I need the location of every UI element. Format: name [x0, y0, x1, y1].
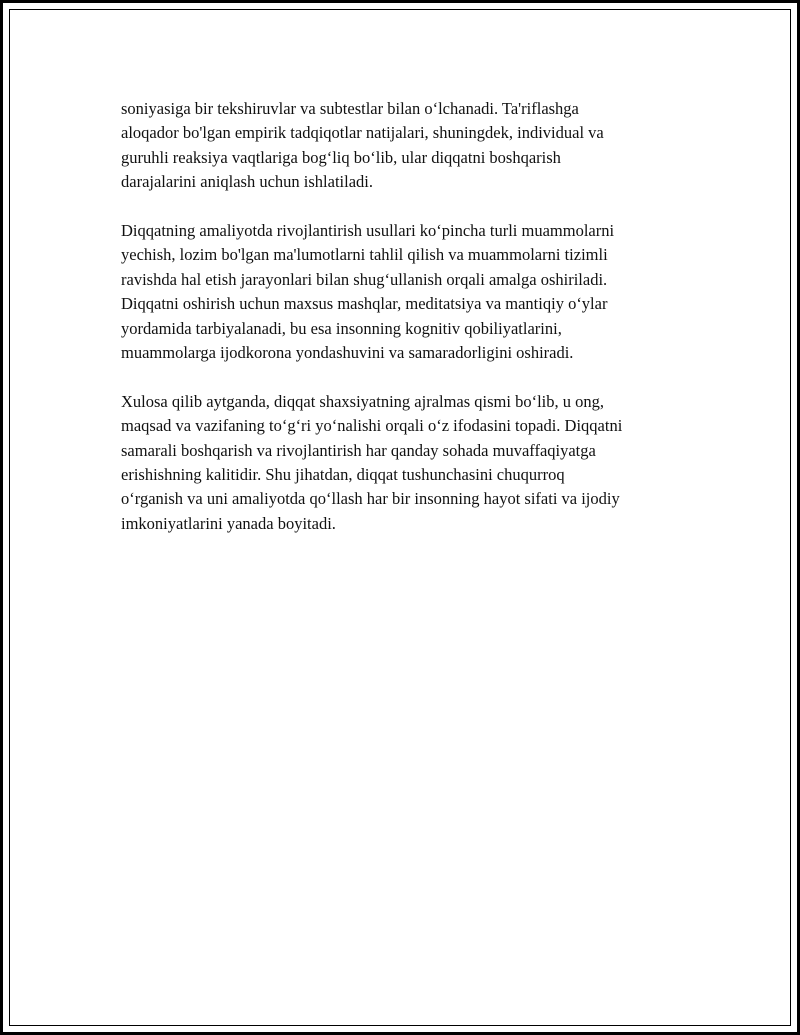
document-body — [121, 97, 691, 561]
text-line: soniyasiga bir tekshiruvlar va subtestlar bilan o‘lchanadi. Ta'riflashga — [121, 99, 579, 118]
text-line: yechish, lozim bo'lgan ma'lumotlarni tahlil qilish va muammolarni tizimli — [121, 245, 608, 265]
text-line: muammolarga ijodkorona yondashuvini va samaradorligini oshiradi. — [121, 343, 574, 363]
paragraph-3 — [121, 390, 691, 536]
paragraph-1 — [121, 97, 691, 195]
text-line: darajalarini aniqlash uchun ishlatiladi. — [121, 172, 374, 192]
text-line: Diqqatni oshirish uchun maxsus mashqlar, meditatsiya va mantiqiy o‘ylar — [121, 294, 608, 314]
text-line: erishishning kalitidir. Shu jihatdan, diqqat tushunchasini chuqurroq — [121, 465, 565, 485]
text-line: imkoniyatlarini yanada boyitadi. — [121, 513, 336, 533]
text-line: samarali boshqarish va rivojlantirish har qanday sohada muvaffaqiyatga — [121, 440, 596, 460]
paragraph-2 — [121, 219, 691, 365]
text-line: Xulosa qilib aytganda, diqqat shaxsiyatning ajralmas qismi bo‘lib, u ong, — [121, 391, 605, 411]
text-line: yordamida tarbiyalanadi, bu esa insonning kognitiv qobiliyatlarini, — [121, 318, 562, 338]
text-line: guruhli reaksiya vaqtlariga bog‘liq bo‘lib, ular diqqatni boshqarish — [121, 147, 561, 167]
text-line: maqsad va vazifaning to‘g‘ri yo‘nalishi orqali o‘z ifodasini topadi. Diqqatni — [121, 416, 623, 436]
text-line: Diqqatning amaliyotda rivojlantirish usullari ko‘pincha turli muammolarni — [121, 221, 615, 241]
text-line: ravishda hal etish jarayonlari bilan shug‘ullanish orqali amalga oshiriladi. — [121, 269, 608, 289]
text-line: o‘rganish va uni amaliyotda qo‘llash har bir insonning hayot sifati va ijodiy — [121, 489, 620, 509]
text-line: aloqador bo'lgan empirik tadqiqotlar natijalari, shuningdek, individual va — [121, 123, 604, 143]
